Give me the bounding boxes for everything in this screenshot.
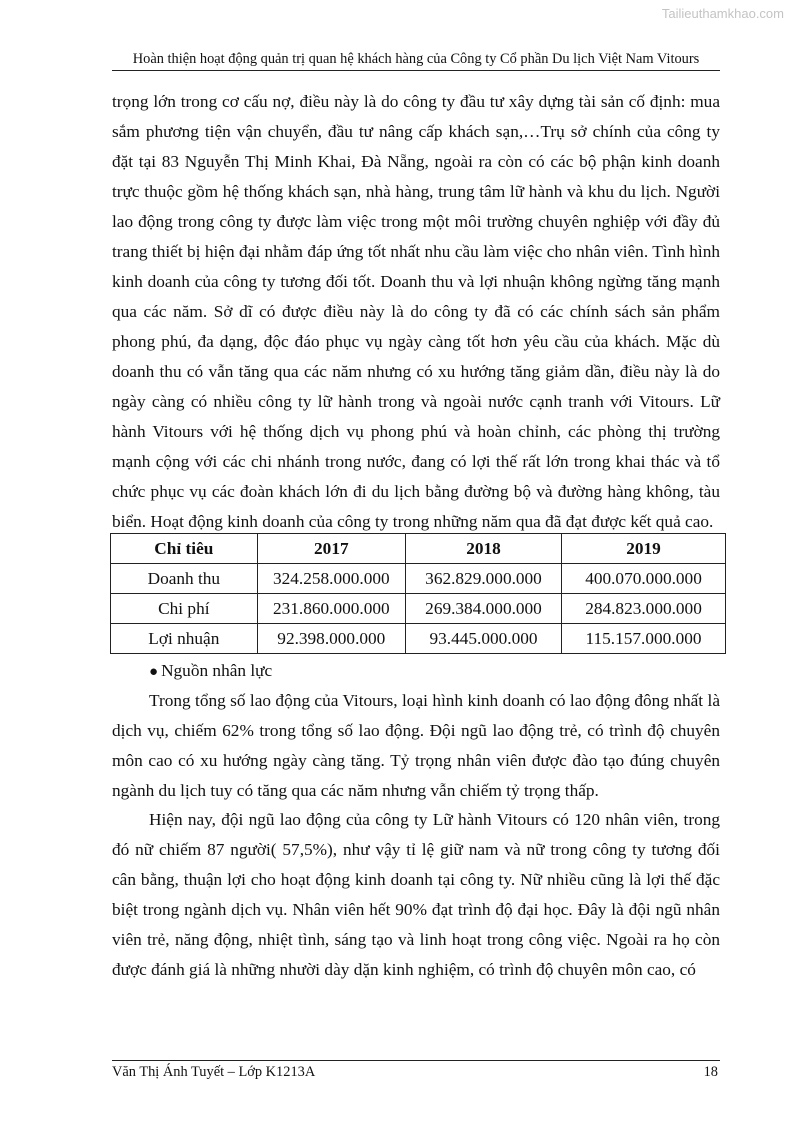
table-row <box>111 624 726 654</box>
bullet-dot-icon: ● <box>149 664 159 680</box>
table-cell: 93.445.000.000 <box>405 624 561 654</box>
table-header-row <box>111 534 726 564</box>
table-header-cell: 2018 <box>405 534 561 564</box>
table-cell: 400.070.000.000 <box>562 564 726 594</box>
table-header-cell: Chỉ tiêu <box>111 534 258 564</box>
table-cell: Chi phí <box>111 594 258 624</box>
table-cell: Doanh thu <box>111 564 258 594</box>
table-row <box>111 564 726 594</box>
running-header: Hoàn thiện hoạt động quản trị quan hệ khách hàng của Công ty Cổ phần Du lịch Việt Nam Vitours <box>132 51 700 67</box>
table-cell: 92.398.000.000 <box>257 624 405 654</box>
table-cell: 269.384.000.000 <box>405 594 561 624</box>
table-cell: 324.258.000.000 <box>257 564 405 594</box>
table-header-cell: 2019 <box>562 534 726 564</box>
table-header-cell: 2017 <box>257 534 405 564</box>
table-cell: 284.823.000.000 <box>562 594 726 624</box>
watermark: Tailieuthamkhao.com <box>661 6 784 21</box>
business-results-table <box>110 533 726 654</box>
header-rule <box>112 70 720 71</box>
paragraph-2: Trong tổng số lao động của Vitours, loại hình kinh doanh có lao động đông nhất là dịch vụ, chiếm 62% trong tổng số lao động. Đội ngũ lao động trẻ, có trình độ chuyên môn cao có xu hướng ngày càng tăng. Tỷ trọng nhân viên được đào tạo đúng chuyên ngành du lịch tuy có tăng qua các năm nhưng vẫn chiếm tỷ trọng thấp. <box>112 691 720 800</box>
page-number: 18 <box>703 1064 718 1080</box>
table-row <box>111 594 726 624</box>
table-cell: 115.157.000.000 <box>562 624 726 654</box>
paragraph-1: trọng lớn trong cơ cấu nợ, điều này là do công ty đầu tư xây dựng tài sản cố định: mua sắm phương tiện vận chuyển, đầu tư nâng cấp khách sạn,…Trụ sở chính của công ty đặt tại 83 Nguyễn Thị Minh Khai, Đà Nẵng, ngoài ra còn có các bộ phận kinh doanh trực thuộc gồm hệ thống khách sạn, nhà hàng, trung tâm lữ hành và khu du lịch. Người lao động trong công ty được làm việc trong một môi trường chuyên nghiệp với đầy đủ trang thiết bị hiện đại nhằm đáp ứng tốt nhất nhu cầu làm việc cho nhân viên. Tình hình kinh doanh của công ty tương đối tốt. Doanh thu và lợi nhuận không ngừng tăng mạnh qua các năm. Sở dĩ có được điều này là do công ty đã có các chính sách sản phẩm phong phú, đa dạng, độc đáo phục vụ ngày càng tốt hơn yêu cầu của khách. Mặc dù doanh thu có vẫn tăng qua các năm nhưng có xu hướng tăng giảm dần, điều này là do ngày càng có nhiều công ty lữ hành trong và ngoài nước cạnh tranh với Vitours. Lữ hành Vitours với hệ thống dịch vụ phong phú và hoàn chỉnh, các phòng thị trường mạnh cộng với các chi nhánh trong nước, đang có lợi thế rất lớn trong khai thác và tổ chức phục vụ các đoàn khách lớn đi du lịch bằng đường bộ và đường hàng không, tàu biển. Hoạt động kinh doanh của công ty trong những năm qua đã đạt được kết quả cao. <box>112 92 720 531</box>
bullet-text: Nguồn nhân lực <box>161 661 273 680</box>
paragraph-3: Hiện nay, đội ngũ lao động của công ty Lữ hành Vitours có 120 nhân viên, trong đó nữ chiếm 87 người( 57,5%), như vậy tỉ lệ giữ nam và nữ trong công ty tương đối cân bằng, thuận lợi cho hoạt động kinh doanh tại công ty. Nữ nhiều cũng là lợi thế đặc biệt trong ngành dịch vụ. Nhân viên hết 90% đạt trình độ đại học. Đây là đội ngũ nhân viên trẻ, năng động, nhiệt tình, sáng tạo và linh hoạt trong công việc. Ngoài ra họ còn được đánh giá là những nhười dày dặn kinh nghiệm, có trình độ chuyên môn cao, có <box>112 810 720 979</box>
bullet-item <box>149 656 272 687</box>
table-cell: 231.860.000.000 <box>257 594 405 624</box>
footer-author: Văn Thị Ánh Tuyết – Lớp K1213A <box>112 1064 316 1080</box>
footer-rule <box>112 1060 720 1061</box>
table-cell: 362.829.000.000 <box>405 564 561 594</box>
table-cell: Lợi nhuận <box>111 624 258 654</box>
